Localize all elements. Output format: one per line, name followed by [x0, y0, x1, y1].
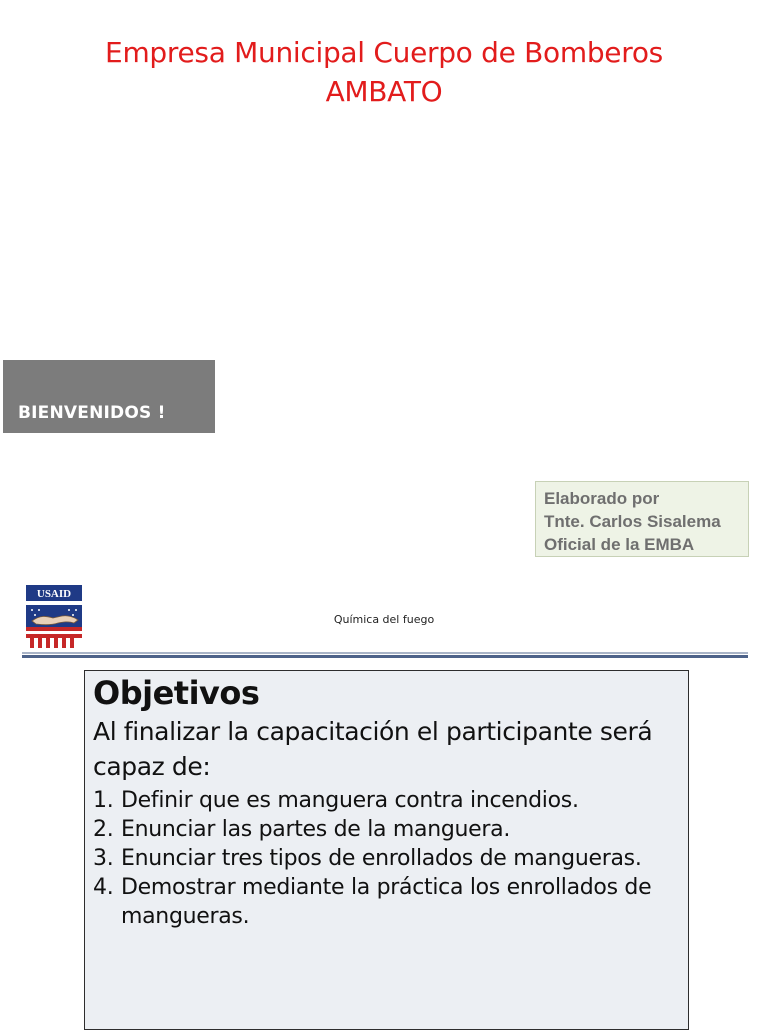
list-item-number: 1. — [93, 788, 114, 813]
slide-title — [0, 33, 768, 111]
objectives-box — [84, 670, 689, 1030]
objectives-intro: Al finalizar la capacitación el participante será capaz de: — [93, 717, 653, 781]
author-line-3: Oficial de la EMBA — [544, 535, 695, 554]
objectives-heading: Objetivos — [93, 674, 260, 712]
objectives-list — [93, 786, 688, 931]
list-item — [93, 786, 688, 815]
list-item-number: 3. — [93, 846, 114, 871]
author-line-2: Tnte. Carlos Sisalema — [544, 512, 721, 531]
welcome-banner — [3, 360, 215, 433]
list-item — [93, 844, 688, 873]
list-item-text: Definir que es manguera contra incendios. — [121, 788, 579, 813]
list-item-text: Enunciar tres tipos de enrollados de mangueras. — [121, 846, 642, 871]
list-item-text: Enunciar las partes de la manguera. — [121, 817, 511, 842]
header-divider — [22, 652, 748, 659]
list-item-text: Demostrar mediante la práctica los enrollados de mangueras. — [121, 875, 652, 929]
slide-header-title: Química del fuego — [333, 613, 435, 626]
list-item-number: 4. — [93, 875, 114, 900]
list-item — [93, 873, 688, 931]
list-item-number: 2. — [93, 817, 114, 842]
title-line-1: Empresa Municipal Cuerpo de Bomberos — [105, 36, 663, 69]
logo-text: USAID — [36, 588, 72, 600]
list-item — [93, 815, 688, 844]
slide-objectives — [0, 572, 768, 1024]
title-line-2: AMBATO — [325, 75, 443, 108]
author-box — [535, 481, 749, 557]
author-line-1: Elaborado por — [544, 489, 660, 508]
welcome-text: BIENVENIDOS ! — [18, 403, 166, 423]
